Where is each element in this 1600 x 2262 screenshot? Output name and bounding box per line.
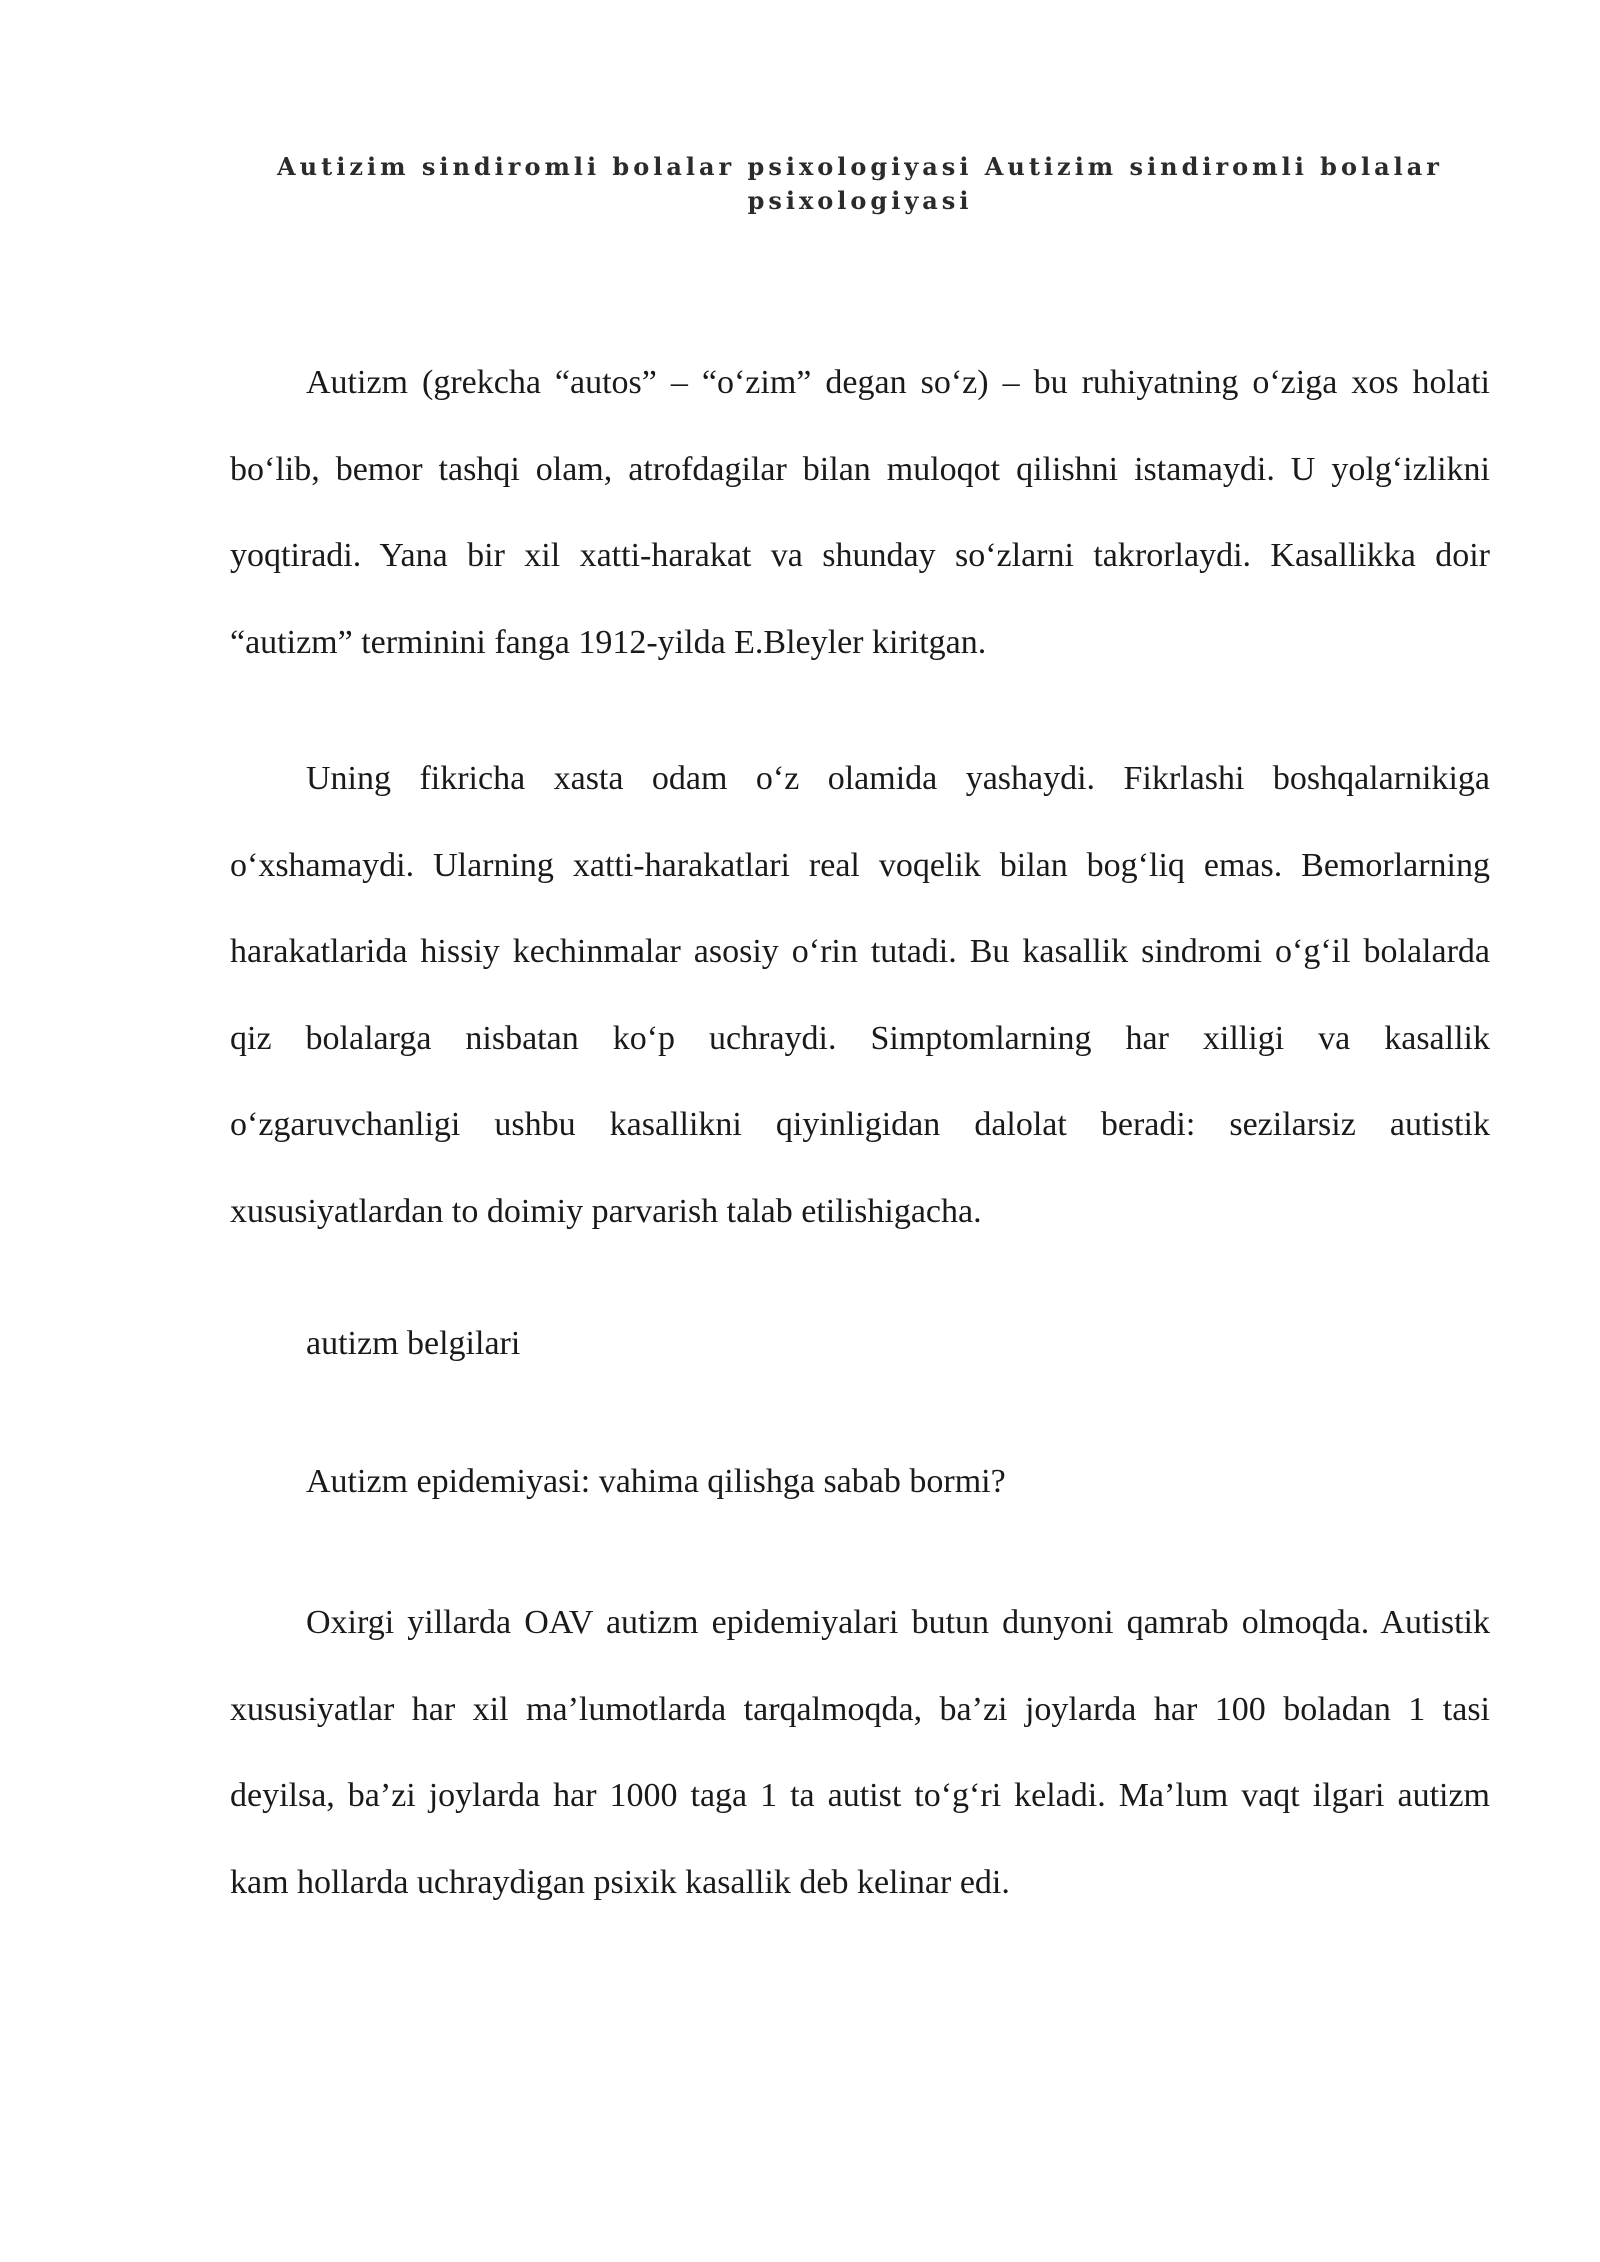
paragraph-epidemic-stats-block: [230, 1580, 1490, 1926]
paragraph-autism-definition: Autizm (grekcha “autos” – “o‘zim” degan so‘z) – bu ruhiyatning o‘ziga xos holati bo‘lib, bemor tashqi olam, atrofdagilar bilan muloqot qilishni istamaydi. U yolg‘izlikni yoqtiradi. Yana bir xil xatti-harakat va shunday so‘zlarni takrorlaydi. Kasallikka doir “autizm” terminini fanga 1912-yilda E.Bleyler kiritgan.: [230, 364, 1490, 661]
subheading-autism-epidemic-block: [230, 1462, 1490, 1502]
paragraph-bleuler-view-block: [230, 736, 1490, 1255]
paragraph-autism-definition-block: [230, 340, 1490, 686]
paragraph-epidemic-stats: Oxirgi yillarda OAV autizm epidemiyalari butun dunyoni qamrab olmoqda. Autistik xususiyatlar har xil ma’lumotlarda tarqalmoqda, ba’zi joylarda har 100 boladan 1 tasi deyilsa, ba’zi joylarda har 1000 taga 1 ta autist to‘g‘ri keladi. Ma’lum vaqt ilgari autizm kam hollarda uchraydigan psixik kasallik deb kelinar edi.: [230, 1604, 1490, 1901]
subheading-autism-epidemic: Autizm epidemiyasi: vahima qilishga sabab bormi?: [306, 1463, 1006, 1500]
subheading-autism-signs-block: [230, 1324, 1490, 1364]
document-title: Autizim sindiromli bolalar psixologiyasi Autizim sindiromli bolalar psixologiyasi: [277, 152, 1443, 215]
paragraph-bleuler-view: Uning fikricha xasta odam o‘z olamida yashaydi. Fikrlashi boshqalarnikiga o‘xshamaydi. Ularning xatti-harakatlari real voqelik bilan bog‘liq emas. Bemorlarning harakatlarida hissiy kechinmalar asosiy o‘rin tutadi. Bu kasallik sindromi o‘g‘il bolalarda qiz bolalarga nisbatan ko‘p uchraydi. Simptomlarning har xilligi va kasallik o‘zgaruvchanligi ushbu kasallikni qiyinligidan dalolat beradi: sezilarsiz autistik xususiyatlardan to doimiy parvarish talab etilishigacha.: [230, 760, 1490, 1230]
subheading-autism-signs: autizm belgilari: [306, 1325, 521, 1362]
